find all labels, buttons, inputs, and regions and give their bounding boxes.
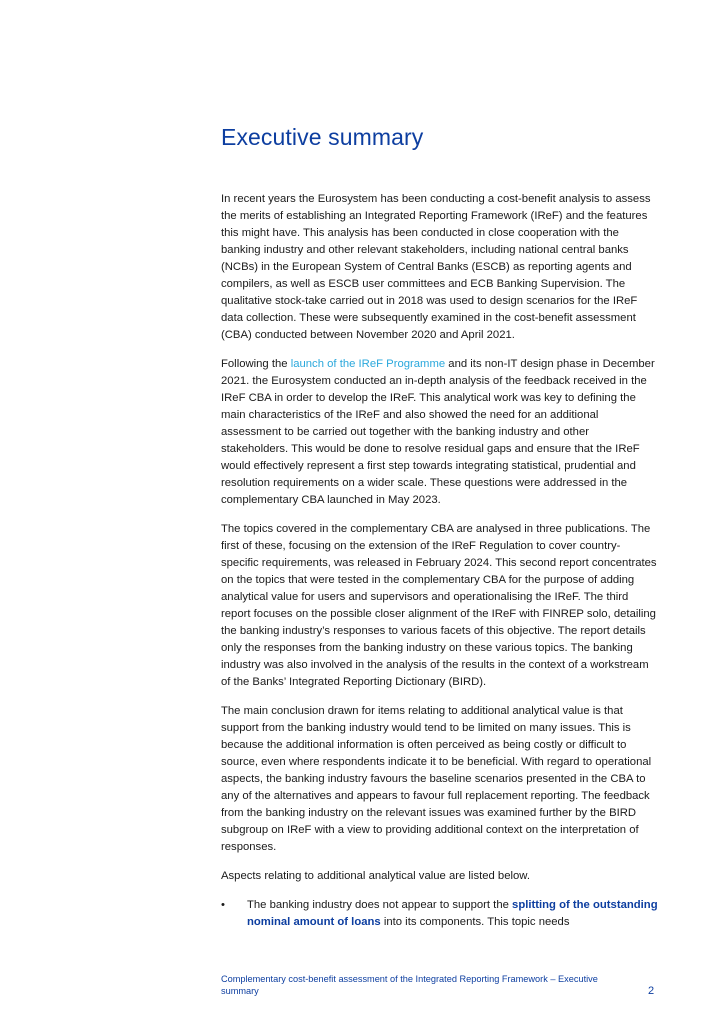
ireF-programme-link[interactable]: launch of the IReF Programme <box>290 358 446 370</box>
paragraph-2-end: and its non-IT design phase in December 2021. the Eurosystem conducted an in-depth analysis of the feedback received in the IReF CBA in order to develop the IReF. This analytical work was key to defining the main characteristics of the IReF and also showed the need for an additional assessment to be carried out together with the banking industry and other stakeholders. This would be done to resolve residual gaps and ensure that the IReF would effectively represent a first step towards integrating statistical, prudential and resolution requirements on a wider scale. These questions were addressed in the complementary CBA launched in May 2023. <box>221 358 655 506</box>
paragraph-5: Aspects relating to additional analytical value are listed below. <box>221 870 530 882</box>
bullet-item <box>221 897 658 931</box>
page-number: 2 <box>648 985 655 997</box>
paragraph-3: The topics covered in the complementary CBA are analysed in three publications. The first of these, focusing on the extension of the IReF Regulation to cover country-specific requirements, was released in February 2024. This second report concentrates on the topics that were tested in the complementary CBA for the purpose of adding analytical value for users and supervisors and operationalising the IReF. The third report focuses on the possible closer alignment of the IReF with FINREP solo, detailing the banking industry’s responses to various facets of this objective. The report details only the responses from the banking industry on these various topics. The banking industry was also involved in the analysis of the results in the context of a workstream of the Banks’ Integrated Reporting Dictionary (BIRD). <box>221 523 657 688</box>
paragraph-2 <box>221 356 658 509</box>
paragraph-1: In recent years the Eurosystem has been conducting a cost-benefit analysis to assess the merits of establishing an Integrated Reporting Framework (IReF) and the features this might have. This analysis has been conducted in close cooperation with the banking industry and other relevant stakeholders, including national central banks (NCBs) in the European System of Central Banks (ESCB) as reporting agents and compilers, as well as ESCB user committees and ECB Banking Supervision. The qualitative stock-take carried out in 2018 was used to design scenarios for the IReF data collection. These were subsequently examined in the cost-benefit assessment (CBA) conducted between November 2020 and April 2021. <box>221 193 651 341</box>
paragraph-4: The main conclusion drawn for items relating to additional analytical value is that support from the banking industry would tend to be limited on many issues. This is because the additional information is often perceived as being costly or difficult to source, even where respondents indicate it to be beneficial. With regard to operational aspects, the banking industry favours the baseline scenarios presented in the CBA to any of the alternatives and appears to favour full replacement reporting. The feedback from the banking industry on the relevant issues was examined further by the BIRD subgroup on IReF with a view to providing additional context on the interpretation of responses. <box>221 705 652 853</box>
bullet-text-start: The banking industry does not appear to support the <box>247 899 513 911</box>
bullet-emphasis: splitting of the outstanding nominal amount of loans <box>247 899 658 928</box>
body-text <box>221 191 658 943</box>
bullet-marker: • <box>221 899 225 911</box>
footer-title: Complementary cost-benefit assessment of the Integrated Reporting Framework – Executive summary <box>221 974 598 996</box>
bullet-text-end: into its components. This topic needs <box>380 916 570 928</box>
paragraph-2-start: Following the <box>221 358 291 370</box>
page-title: Executive summary <box>221 124 424 150</box>
